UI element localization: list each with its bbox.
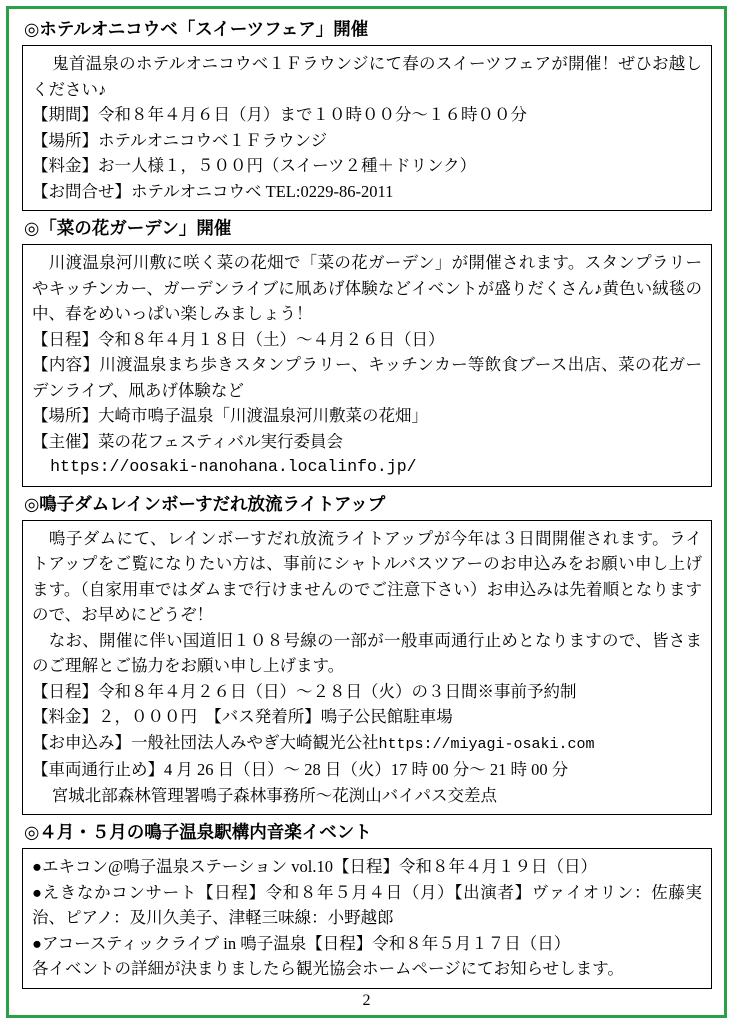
section-naruko-dam-lightup	[22, 491, 712, 816]
text-line: 【日程】令和８年４月１８日（土）～４月２６日（日）	[32, 329, 445, 349]
text-line: 【主催】菜の花フェスティバル実行委員会	[32, 431, 344, 451]
text-line: 【期間】令和８年４月６日（月）まで１０時００分～１６時００分	[32, 105, 527, 124]
section-sweets-fair	[22, 16, 712, 211]
text-line: 【内容】川渡温泉まち歩きスタンプラリー、キッチンカー等飲食ブース出店、菜の花ガーデンライブ、凧あげ体験など	[32, 355, 702, 400]
page-border-bottom	[6, 1015, 727, 1018]
text-line: 【料金】お一人様１，５００円（スイーツ２種＋ドリンク）	[32, 156, 477, 175]
section-heading-nanohana-garden: ◎「菜の花ガーデン」開催	[24, 218, 232, 238]
apply-label: 【お申込み】一般社団法人みやぎ大崎観光公社	[32, 732, 379, 752]
page-border-right	[724, 6, 727, 1018]
text-line: 【場所】大崎市鳴子温泉「川渡温泉河川敷菜の花畑」	[32, 406, 428, 425]
text-line: 鳴子ダムにて、レインボーすだれ放流ライトアップが今年は３日間開催されます。ライトアップをご覧になりたい方は、事前にシャトルバスツアーのお申込みをお願い申し上げます。（自家用車ではダムまで行けませんのでご注意下さい）お申込みは先着順となりますので、お早めにどうぞ！	[32, 528, 702, 624]
text-line: 川渡温泉河川敷に咲く菜の花畑で「菜の花ガーデン」が開催されます。スタンプラリーやキッチンカー、ガーデンライブに凧あげ体験などイベントが盛りだくさん♪黄色い絨毯の中、春をめいっぱい楽しみましょう！	[32, 253, 702, 323]
section-heading-naruko-dam-lightup: ◎鳴子ダムレインボーすだれ放流ライトアップ	[24, 493, 386, 514]
text-line-traffic-sub: 宮城北部森林管理署鳴子森林事務所～花渕山バイパス交差点	[51, 785, 497, 805]
section-body-sweets-fair	[22, 45, 712, 211]
text-line: 【日程】令和８年４月２６日（日）～２８日（火）の３日間※事前予約制	[32, 681, 577, 701]
section-heading-station-music-events: ◎４月・５月の鳴子温泉駅構内音楽イベント	[24, 822, 372, 842]
page-number: 2	[362, 992, 371, 1009]
text-line: 鬼首温泉のホテルオニコウベ１Ｆラウンジにて春のスイーツフェアが開催！ぜひお越しください♪	[32, 54, 702, 99]
text-line: ●エキコン@鳴子温泉ステーション vol.10【日程】令和８年４月１９日（日）	[32, 857, 598, 876]
text-line: 【お問合せ】ホテルオニコウベ TEL:0229-86-2011	[32, 181, 394, 201]
section-body-nanohana-garden	[22, 244, 712, 487]
text-line: 【場所】ホテルオニコウベ１Ｆラウンジ	[32, 130, 328, 150]
page-content	[22, 14, 712, 993]
text-line-apply	[32, 730, 702, 758]
text-line: 各イベントの詳細が決まりましたら観光協会ホームページにてお知らせします。	[32, 959, 624, 978]
section-station-music-events	[22, 819, 712, 989]
section-body-naruko-dam-lightup	[22, 520, 712, 816]
text-line-traffic: 【車両通行止め】4 月 26 日（日）～ 28 日（火）17 時 00 分～ 21 時 00 分	[32, 760, 569, 779]
page-border-top	[6, 6, 727, 9]
section-body-station-music-events	[22, 848, 712, 989]
text-line: なお、開催に伴い国道旧１０８号線の一部が一般車両通行止めとなりますので、皆さまのご理解とご協力をお願い申し上げます。	[32, 630, 702, 675]
page-border-left	[6, 6, 9, 1018]
section-heading-sweets-fair: ◎ホテルオニコウベ「スイーツフェア」開催	[24, 19, 369, 39]
section-nanohana-garden	[22, 215, 712, 487]
apply-url[interactable]: https://miyagi-osaki.com	[378, 735, 595, 753]
nanohana-website-url[interactable]: https://oosaki-nanohana.localinfo.jp/	[50, 457, 417, 476]
text-line: 【料金】２，０００円 【バス発着所】鳴子公民館駐車場	[32, 707, 453, 726]
text-line: ●アコースティックライブ in 鳴子温泉【日程】令和８年５月１７日（日）	[32, 933, 571, 953]
text-line: ●えきなかコンサート【日程】令和８年５月４日（月）【出演者】ヴァイオリン：佐藤実治、ピアノ：及川久美子、津軽三味線：小野越郎	[32, 882, 702, 927]
